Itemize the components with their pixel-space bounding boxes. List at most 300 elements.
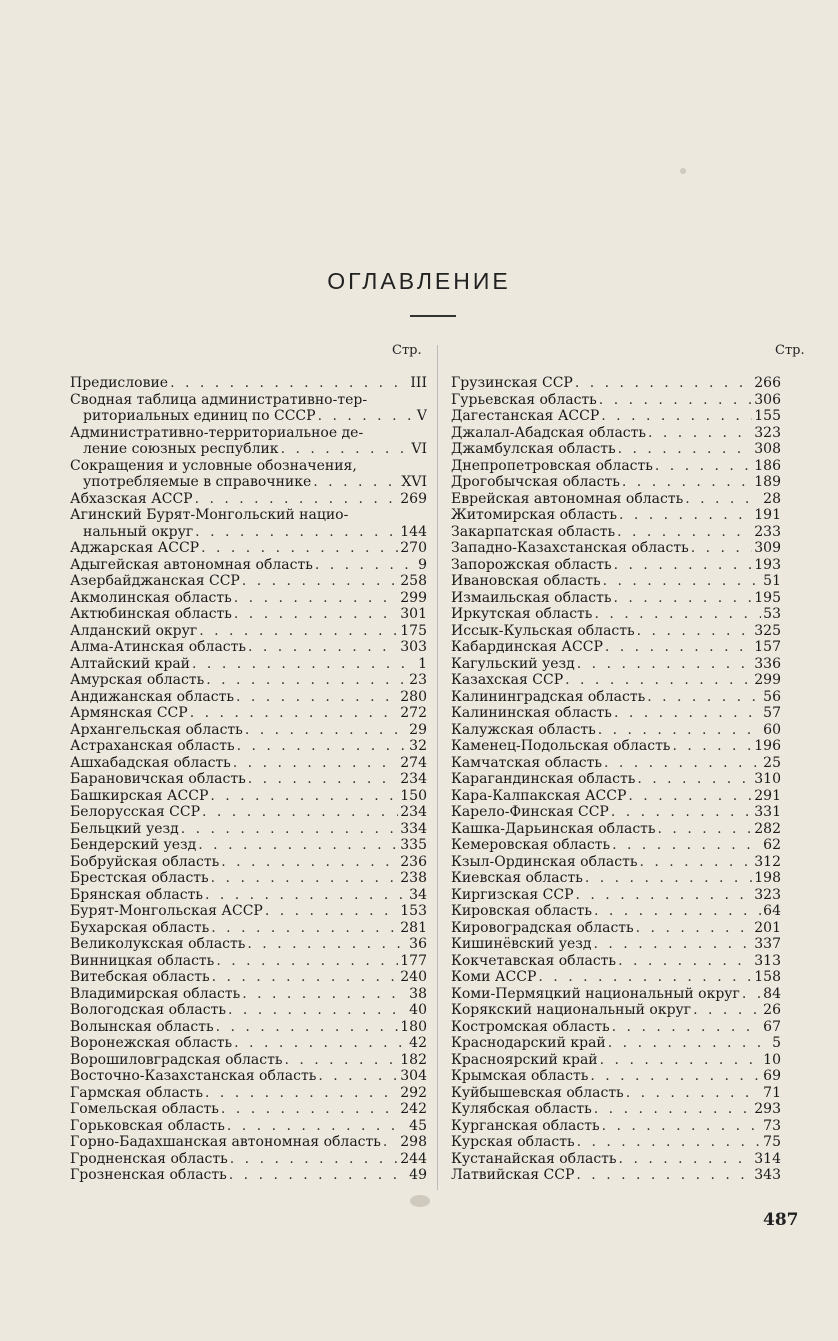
toc-entry-page: 5 [772,1035,781,1051]
toc-entry-page: 73 [763,1117,781,1134]
dot-leader [658,821,753,838]
toc-entry-title: Кашка-Дарьинская область [451,820,656,837]
dot-leader [247,936,407,953]
toc-entry-page: 309 [754,540,781,556]
dot-leader [605,639,752,656]
toc-entry [70,524,427,541]
toc-entry-page: 195 [754,589,781,606]
right-column-header: Стр. [775,343,805,358]
toc-entry [451,672,781,689]
dot-leader [672,738,752,755]
toc-entry-title: Административно-территориальное де- [70,424,364,441]
dot-leader [233,755,398,772]
toc-entry [451,953,781,970]
toc-entry-page: 233 [754,523,781,540]
dot-leader [585,870,752,887]
toc-entry-page: 258 [400,573,427,589]
toc-entry-title: Бендерский уезд [70,837,197,853]
toc-entry-title: Ашхабадская область [70,754,231,771]
toc-entry-title: Кировоградская область [451,919,634,936]
toc-entry [451,425,781,442]
dot-leader [685,491,761,508]
toc-entry-page: 292 [400,1084,427,1101]
toc-entry-page: 242 [400,1101,427,1117]
toc-entry-page: 334 [400,820,427,837]
toc-entry-title: Адыгейская автономная область [70,556,313,573]
toc-entry [70,722,427,739]
toc-entry [451,1151,781,1168]
dot-leader [234,1035,407,1052]
toc-entry-title: нальный округ [83,523,194,540]
toc-entry-page: 337 [754,936,781,952]
toc-entry-page: VI [411,441,427,457]
toc-entry-title: Грузинская ССР [451,375,573,391]
toc-entry [70,672,427,689]
toc-entry-page: 282 [754,820,781,837]
dot-leader [210,788,398,805]
toc-entry [70,1052,427,1069]
toc-entry [70,590,427,607]
toc-entry-title: Абхазская АССР [70,490,193,507]
toc-entry-page: 301 [400,606,427,622]
dot-leader [613,590,752,607]
toc-entry [451,837,781,854]
toc-entry-page: 23 [409,672,427,688]
dot-leader [383,1134,398,1151]
toc-entry [70,1167,427,1184]
page-number: 487 [763,1210,799,1230]
toc-entry-title: Калининградская область [451,688,646,705]
toc-entry [70,1134,427,1151]
dot-leader [195,491,399,508]
dot-leader [318,408,415,425]
toc-entry-title: Запорожская область [451,556,612,573]
toc-entry [451,870,781,887]
dot-leader [594,903,761,920]
toc-entry-title: Казахская ССР [451,672,564,688]
dot-leader [201,540,398,557]
ink-smudge [410,1195,430,1207]
toc-entry-page: 38 [409,985,427,1002]
dot-leader [242,573,398,590]
toc-entry-page: 10 [763,1051,781,1068]
toc-entry-title: Волынская область [70,1018,214,1035]
toc-entry-title: Вологодская область [70,1002,226,1018]
dot-leader [211,920,398,937]
toc-entry [70,804,427,821]
dot-leader [590,1068,761,1085]
toc-entry-title: Винницкая область [70,952,215,969]
ink-spot [680,168,686,174]
dot-leader [604,755,761,772]
dot-leader [248,771,399,788]
toc-entry [70,887,427,904]
toc-entry [451,540,781,557]
toc-entry-title: риториальных единиц по СССР [83,408,316,424]
dot-leader [639,854,752,871]
dot-leader [608,1035,770,1052]
toc-entry [70,1151,427,1168]
toc-entry-page: 303 [400,639,427,655]
toc-entry-title: Закарпатская область [451,523,616,540]
toc-entry-page: 196 [754,738,781,754]
toc-entry-page: 270 [400,540,427,556]
toc-entry [70,606,427,623]
toc-entry-page: 238 [400,870,427,886]
toc-entry-page: 266 [754,375,781,391]
toc-entry [70,639,427,656]
dot-leader [192,656,416,673]
dot-leader [598,722,761,739]
toc-entry-title: Бурят-Монгольская АССР [70,903,263,919]
dot-leader [628,788,752,805]
toc-entry-title: Брестская область [70,870,209,886]
toc-entry [451,606,781,623]
toc-entry [70,656,427,673]
toc-entry [70,771,427,788]
toc-entry [451,392,781,409]
dot-leader [170,375,408,392]
toc-entry [70,1019,427,1036]
toc-entry-page: 343 [754,1167,781,1183]
toc-entry-page: 244 [400,1150,427,1167]
toc-entry-title: Ивановская область [451,573,601,589]
toc-entry-title: Краснодарский край [451,1035,606,1051]
toc-entry-title: Еврейская автономная область [451,490,684,507]
toc-entry-page: 177 [400,952,427,969]
dot-leader [612,837,761,854]
toc-entry-page: 62 [763,837,781,853]
dot-leader [227,1118,407,1135]
toc-entry [70,474,427,491]
toc-entry-page: 71 [763,1084,781,1101]
toc-entry-title: Киргизская ССР [451,886,574,903]
dot-leader [315,557,416,574]
toc-entry-page: 281 [400,919,427,936]
toc-entry-page: 240 [400,969,427,985]
toc-entry-page: 198 [754,870,781,886]
dot-leader [742,986,761,1003]
column-divider [437,345,438,1190]
toc-entry-page: 57 [763,705,781,721]
toc-entry [451,771,781,788]
dot-leader [265,903,398,920]
toc-entry-title: Башкирская АССР [70,787,209,804]
toc-entry-page: 272 [400,705,427,721]
toc-entry-page: 280 [400,688,427,705]
toc-entry-title: Иссык-Кульская область [451,622,635,639]
dot-leader [205,1085,398,1102]
toc-entry-page: 201 [754,919,781,936]
dot-leader [599,392,752,409]
toc-entry-page: 34 [409,886,427,903]
dot-leader [594,1101,753,1118]
toc-entry-title: Красноярский край [451,1051,598,1068]
toc-entry [70,738,427,755]
dot-leader [242,986,407,1003]
toc-entry-page: 310 [754,771,781,787]
toc-entry-title: Джамбулская область [451,441,616,457]
toc-entry-title: Житомирская область [451,507,617,523]
toc-entry [70,573,427,590]
toc-entry-title: Горьковская область [70,1117,225,1134]
toc-entry-title: Карело-Финская ССР [451,804,609,820]
dot-leader [614,557,753,574]
toc-entry [70,425,427,442]
toc-entry-title: Куйбышевская область [451,1084,624,1101]
toc-entry-page: 236 [400,853,427,870]
toc-entry-title: Бельцкий уезд [70,820,179,837]
dot-leader [603,573,762,590]
toc-entry [451,738,781,755]
toc-entry [70,441,427,458]
toc-entry [451,986,781,1003]
toc-entry-page: III [410,375,427,391]
toc-entry [451,1085,781,1102]
toc-entry-page: 323 [754,886,781,903]
toc-entry [451,441,781,458]
toc-entry-title: Кустанайская область [451,1150,617,1167]
toc-entry-page: 189 [754,474,781,490]
toc-entry-page: 325 [754,622,781,639]
toc-entry-page: 335 [400,837,427,853]
toc-entry-title: Камчатская область [451,754,602,771]
dot-leader [229,1167,407,1184]
dot-leader [626,1085,761,1102]
toc-entry-title: Сокращения и условные обозначения, [70,457,357,474]
toc-entry-title: Гродненская область [70,1150,228,1167]
toc-entry-page: 336 [754,655,781,672]
toc-entry-page: 53 [763,606,781,622]
toc-entry-page: 191 [754,507,781,523]
toc-entry-page: 26 [763,1002,781,1018]
toc-entry [451,557,781,574]
toc-entry-page: 150 [400,787,427,804]
dot-leader [575,375,752,392]
toc-entry-title: Актюбинская область [70,606,232,622]
toc-entry-page: 42 [409,1035,427,1051]
toc-entry-title: Дрогобычская область [451,474,620,490]
toc-entry-title: Иркутская область [451,606,593,622]
toc-entry-page: 155 [754,408,781,424]
dot-leader [206,672,407,689]
toc-entry-title: Днепропетровская область [451,457,653,474]
toc-entry [70,491,427,508]
toc-entry [451,1068,781,1085]
dot-leader [234,606,398,623]
toc-entry [451,656,781,673]
dot-leader [281,441,410,458]
dot-leader [577,1134,762,1151]
toc-entry-page: 51 [763,573,781,589]
toc-entry [451,639,781,656]
toc-entry-page: 182 [400,1051,427,1068]
dot-leader [211,870,399,887]
dot-leader [565,672,752,689]
toc-entry-title: Кишинёвский уезд [451,936,592,952]
toc-entry [451,1101,781,1118]
toc-entry-title: Дагестанская АССР [451,408,600,424]
dot-leader [181,821,399,838]
dot-leader [195,524,398,541]
toc-entry-page: 304 [400,1068,427,1084]
dot-leader [594,606,761,623]
toc-entry-title: ление союзных республик [83,441,279,457]
toc-entry-title: Карагандинская область [451,771,636,787]
toc-entry-title: Витебская область [70,969,210,985]
toc-entry [70,375,427,392]
toc-entry [451,936,781,953]
dot-leader [648,425,752,442]
toc-entry-page: 84 [763,985,781,1002]
toc-entry-page: 186 [754,457,781,474]
toc-entry-page: 299 [400,589,427,606]
dot-leader [611,804,752,821]
toc-entry-page: XVI [401,474,427,490]
toc-entry [451,1167,781,1184]
toc-entry-title: Владимирская область [70,985,241,1002]
toc-entry-title: Западно-Казахстанская область [451,540,689,556]
toc-entry [70,507,427,524]
toc-entry-title: Кировская область [451,903,592,919]
toc-entry-title: Кара-Калпакская АССР [451,787,627,804]
toc-entry [70,854,427,871]
toc-entry [451,623,781,640]
toc-entry-title: Костромская область [451,1018,610,1035]
toc-entry-page: 153 [400,903,427,919]
toc-entry [70,1101,427,1118]
toc-entry-title: Кабардинская АССР [451,639,603,655]
toc-entry [451,375,781,392]
toc-entry-title: Андижанская область [70,688,234,705]
dot-leader [637,771,752,788]
toc-entry [70,1002,427,1019]
toc-entry [451,573,781,590]
dot-leader [538,969,752,986]
toc-entry [451,804,781,821]
toc-entry-page: 193 [754,556,781,573]
dot-leader [618,441,753,458]
toc-entry-title: Сводная таблица административно-тер- [70,391,368,408]
toc-entry [451,507,781,524]
toc-entry-page: 234 [400,771,427,787]
left-column [70,375,427,1184]
toc-entry-title: употребляемые в справочнике [83,474,312,490]
toc-entry-title: Акмолинская область [70,589,232,606]
dot-leader [190,705,399,722]
toc-entry [70,1085,427,1102]
toc-entry-title: Алтайский край [70,655,191,672]
toc-entry-page: V [416,408,427,424]
toc-entry-title: Белорусская ССР [70,804,200,820]
toc-entry [451,1002,781,1019]
toc-entry-page: 323 [754,424,781,441]
toc-entry [451,408,781,425]
toc-entry [451,1134,781,1151]
dot-leader [205,887,407,904]
dot-leader [691,540,753,557]
toc-entry [451,1035,781,1052]
right-column [451,375,781,1184]
dot-leader [221,1101,398,1118]
toc-entry-page: 269 [400,490,427,507]
toc-entry-page: 274 [400,754,427,771]
toc-entry [70,540,427,557]
toc-entry [451,755,781,772]
dot-leader [230,1151,399,1168]
toc-entry-page: 299 [754,672,781,688]
toc-entry [70,689,427,706]
dot-leader [647,689,761,706]
toc-entry-title: Корякский национальный округ [451,1002,692,1018]
toc-entry-title: Азербайджанская ССР [70,573,240,589]
toc-entry-title: Калужская область [451,721,596,738]
toc-entry-page: 28 [763,490,781,507]
toc-entry-page: 312 [754,853,781,870]
toc-entry-title: Воронежская область [70,1035,233,1051]
toc-entry-page: 291 [754,787,781,804]
toc-entry-title: Бухарская область [70,919,210,936]
dot-leader [577,656,753,673]
dot-leader [602,1118,762,1135]
toc-entry-title: Кулябская область [451,1101,592,1117]
toc-entry-title: Грозненская область [70,1167,227,1183]
toc-entry [451,1118,781,1135]
toc-entry-page: 308 [754,441,781,457]
toc-entry-title: Коми-Пермяцкий национальный округ [451,985,740,1002]
dot-leader [618,953,752,970]
toc-entry-page: 64 [763,903,781,919]
toc-entry-page: 157 [754,639,781,655]
toc-entry [70,458,427,475]
toc-entry-title: Аджарская АССР [70,540,200,556]
toc-entry [451,722,781,739]
dot-leader [216,1019,399,1036]
toc-entry-page: 60 [763,721,781,738]
dot-leader [199,623,398,640]
dot-leader [601,408,752,425]
toc-entry-page: 67 [763,1018,781,1035]
toc-entry-title: Архангельская область [70,721,243,738]
dot-leader [693,1002,761,1019]
dot-leader [617,524,752,541]
toc-entry-page: 234 [400,804,427,820]
toc-entry-title: Кагульский уезд [451,655,575,672]
toc-entry-page: 32 [409,738,427,754]
toc-entry [451,788,781,805]
toc-entry [451,903,781,920]
dot-leader [622,474,752,491]
toc-entry-title: Курганская область [451,1117,600,1134]
toc-entry [70,788,427,805]
toc-entry-title: Коми АССР [451,969,537,985]
toc-entry-title: Измаильская область [451,589,612,606]
dot-leader [612,1019,762,1036]
toc-entry-page: 180 [400,1018,427,1035]
toc-entry [451,705,781,722]
toc-entry-title: Агинский Бурят-Монгольский нацио- [70,507,349,523]
toc-entry-title: Барановичская область [70,771,246,787]
left-column-header: Стр. [392,343,422,358]
toc-entry [70,986,427,1003]
toc-entry-title: Восточно-Казахстанская область [70,1068,317,1084]
dot-leader [234,590,399,607]
toc-entry-page: 49 [409,1167,427,1183]
dot-leader [284,1052,398,1069]
toc-entry-page: 75 [763,1134,781,1150]
toc-entry [70,1035,427,1052]
toc-entry [70,392,427,409]
